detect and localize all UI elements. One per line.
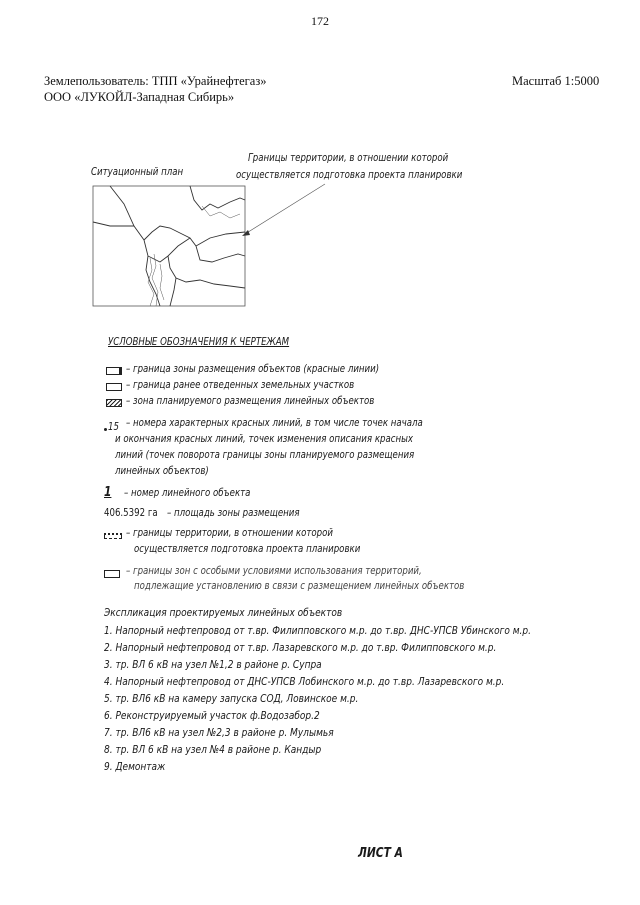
area-text: – площадь зоны размещения xyxy=(167,507,300,519)
point-text-line-3: линий (точек поворота границы зоны планируемого размещения xyxy=(115,449,415,461)
point-text-line-4: линейных объектов) xyxy=(115,465,209,477)
territory-line-2: осуществляется подготовка проекта планировки xyxy=(134,543,361,555)
linear-object-text: – номер линейного объекта xyxy=(124,487,251,499)
linear-object-marker: 1 xyxy=(104,485,112,500)
legend-item-2: – граница ранее отведенных земельных участков xyxy=(126,379,355,391)
special-zone-symbol-icon xyxy=(104,570,120,578)
legend-item-1: – граница зоны размещения объектов (красные линии) xyxy=(126,363,380,375)
land-user: Землепользователь: ТПП «Урайнефтегаз» xyxy=(44,74,267,88)
point-text-line-1: – номера характерных красных линий, в том числе точек начала xyxy=(126,417,423,429)
explication-item-5: 5. тр. ВЛ6 кВ на камеру запуска СОД, Ловинское м.р. xyxy=(104,692,359,705)
situation-plan-title: Ситуационный план xyxy=(91,166,184,178)
point-marker-icon xyxy=(104,428,107,431)
explication-item-8: 8. тр. ВЛ 6 кВ на узел №4 в районе р. Кандыр xyxy=(104,743,322,756)
explication-item-4: 4. Напорный нефтепровод от ДНС-УПСВ Лобинского м.р. до т.вр. Лазаревского м.р. xyxy=(104,675,505,688)
zone-line-2: подлежащие установлению в связи с размещением линейных объектов xyxy=(134,580,465,592)
legend-item-3: – зона планируемого размещения линейных объектов xyxy=(126,395,375,407)
explication-item-1: 1. Напорный нефтепровод от т.вр. Филипповского м.р. до т.вр. ДНС-УПСВ Убинского м.р. xyxy=(104,624,531,637)
explication-item-9: 9. Демонтаж xyxy=(104,760,166,773)
page-number: 172 xyxy=(311,14,329,28)
explication-item-7: 7. тр. ВЛ6 кВ на узел №2,3 в районе р. Мулымья xyxy=(104,726,334,739)
explication-title: Экспликация проектируемых линейных объектов xyxy=(104,606,343,619)
situation-plan-map xyxy=(90,182,510,312)
zone-line-1: – границы зон с особыми условиями использования территорий, xyxy=(126,565,422,577)
planned-zone-symbol-icon xyxy=(106,399,122,407)
explication-item-2: 2. Напорный нефтепровод от т.вр. Лазаревского м.р. до т.вр. Филипповского м.р. xyxy=(104,641,497,654)
scale: Масштаб 1:5000 xyxy=(512,74,600,88)
area-value: 406.5392 га xyxy=(104,507,158,519)
sheet-label: ЛИСТ А xyxy=(358,846,403,861)
point-marker-number: 15 xyxy=(108,421,119,433)
territory-line-1: – границы территории, в отношении которой xyxy=(126,527,333,539)
explication-item-3: 3. тр. ВЛ 6 кВ на узел №1,2 в районе р. Супра xyxy=(104,658,322,671)
explication-item-6: 6. Реконструируемый участок ф.Водозабор.2 xyxy=(104,709,320,722)
callout-line-1: Границы территории, в отношении которой xyxy=(248,152,449,164)
point-text-line-2: и окончания красных линий, точек изменения описания красных xyxy=(115,433,414,445)
red-line-symbol-icon xyxy=(106,367,122,375)
organization: ООО «ЛУКОЙЛ-Западная Сибирь» xyxy=(44,90,235,104)
callout-line-2: осуществляется подготовка проекта планировки xyxy=(236,169,463,181)
legend-title: УСЛОВНЫЕ ОБОЗНАЧЕНИЯ К ЧЕРТЕЖАМ xyxy=(108,336,290,348)
allocated-plot-symbol-icon xyxy=(106,383,122,391)
territory-border-symbol-icon xyxy=(104,533,122,539)
